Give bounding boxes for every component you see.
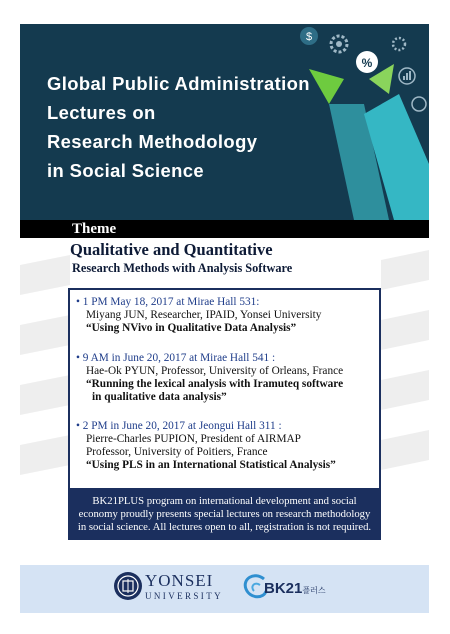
title-line-3: Research Methodology [47, 131, 258, 152]
yonsei-wordmark: YONSEI [145, 571, 214, 590]
lecture-topic: “Running the lexical analysis with Iramuteq software [86, 378, 344, 390]
theme-title: Qualitative and Quantitative [70, 240, 273, 259]
lecture-3 [76, 420, 336, 472]
bk21-suffix: 플러스 [302, 586, 326, 595]
lecture-topic-cont: in qualitative data analysis” [92, 391, 227, 403]
theme-label: Theme [72, 221, 117, 237]
gauge-icon [412, 97, 426, 111]
svg-text:%: % [361, 56, 373, 70]
dollar-icon [300, 27, 318, 45]
svg-text:$: $ [305, 31, 313, 43]
gear-icon [331, 36, 347, 52]
lecture-speaker: Pierre-Charles PUPION, President of AIRMAP [86, 433, 301, 445]
small-gear-icon [393, 38, 405, 50]
lecture-time: • 1 PM May 18, 2017 at Mirae Hall 531: [76, 296, 260, 308]
lecture-speaker: Hae-Ok PYUN, Professor, University of Orleans, France [86, 365, 344, 377]
notice-line: in social science. All lectures open to all, registration is not required. [77, 521, 372, 533]
yonsei-subtitle: UNIVERSITY [145, 591, 223, 601]
lecture-schedule [68, 288, 381, 490]
bk21-wordmark [264, 580, 326, 597]
growth-graphic [269, 24, 429, 220]
lecture-speaker-affiliation: Professor, University of Poitiers, France [86, 446, 268, 458]
lecture-time: • 9 AM in June 20, 2017 at Mirae Hall 541 : [76, 352, 276, 364]
lecture-speaker: Miyang JUN, Researcher, IPAID, Yonsei University [86, 309, 322, 321]
lecture-topic: “Using NVivo in Qualitative Data Analysis” [86, 322, 297, 334]
theme-subtitle: Research Methods with Analysis Software [72, 261, 293, 275]
lecture-time: • 2 PM in June 20, 2017 at Jeongui Hall 311 : [76, 420, 282, 432]
lecture-2 [76, 352, 343, 404]
notice-line: BK21PLUS program on international development and social [92, 495, 357, 507]
yonsei-seal-icon [113, 571, 143, 601]
chart-icon [399, 68, 415, 84]
program-notice [68, 490, 381, 540]
bk21-name: BK21 [264, 580, 303, 597]
notice-line: economy proudly presents special lectures on research methodology [78, 508, 371, 520]
title-line-2: Lectures on [47, 102, 156, 123]
green-arrow-head-icon [309, 69, 344, 104]
sponsor-logos [20, 565, 429, 613]
title-line-1: Global Public Administration [47, 73, 310, 94]
lecture-topic: “Using PLS in an International Statistical Analysis” [86, 459, 336, 471]
title-line-4: in Social Science [47, 160, 205, 181]
header-banner [20, 24, 429, 220]
lecture-1 [76, 296, 321, 335]
percent-icon [356, 51, 378, 73]
